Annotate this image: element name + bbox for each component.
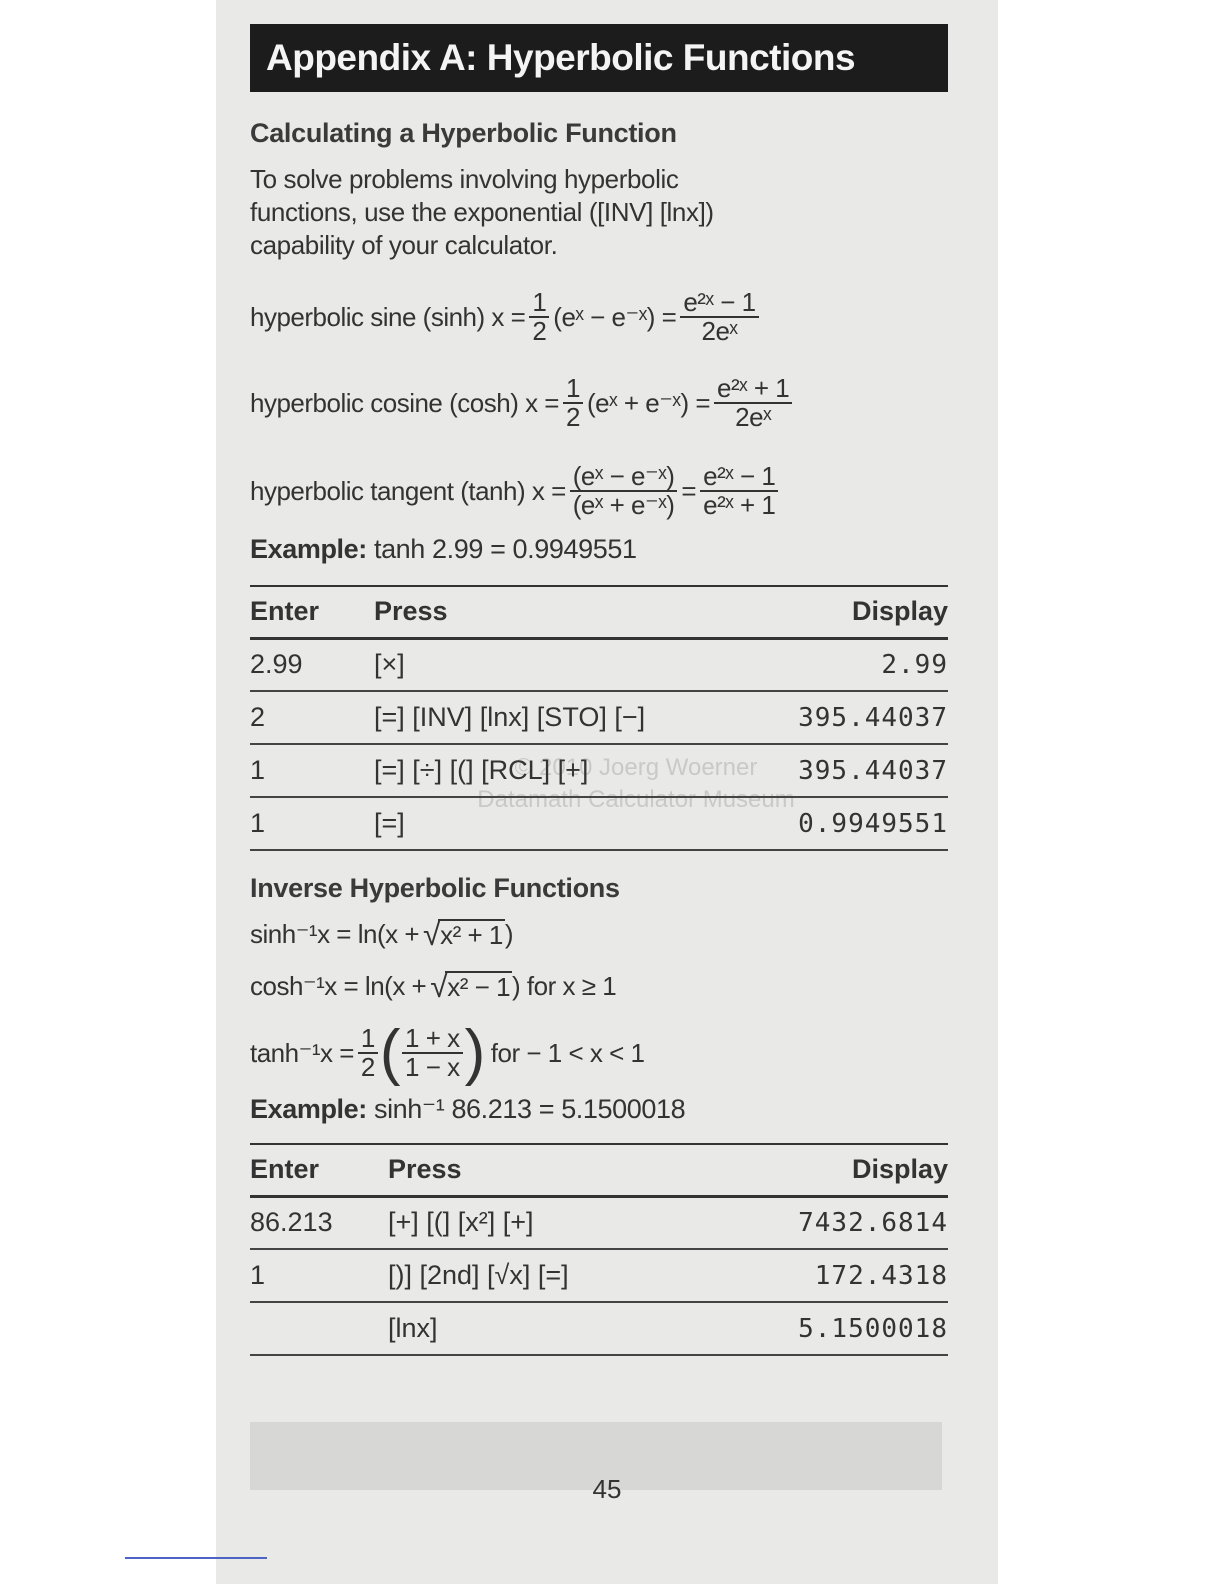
cell-display: 395.44037 <box>744 691 948 744</box>
cell-press: [+] [(] [x²] [+] <box>388 1196 694 1249</box>
example-text: tanh 2.99 = 0.9949551 <box>373 534 637 564</box>
cell-press: [=] <box>374 797 744 850</box>
fraction-denominator: 2 <box>360 1052 375 1082</box>
cell-display: 395.44037 <box>744 744 948 797</box>
formula-tanh <box>250 454 948 528</box>
formula-asinh-right: ) <box>504 918 513 949</box>
fraction-numerator: e²ˣ + 1 <box>714 375 792 404</box>
table-header-row <box>250 586 948 638</box>
edge-line <box>125 1557 267 1559</box>
section-heading-inverse: Inverse Hyperbolic Functions <box>250 873 620 903</box>
fraction-one-half <box>358 1022 378 1082</box>
radical-sign: √ <box>423 915 441 952</box>
fraction-one-half <box>563 372 583 432</box>
cell-press: [lnx] <box>388 1302 694 1355</box>
cell-press: [×] <box>374 638 744 691</box>
page-content <box>250 24 948 1356</box>
fraction-numerator: e²ˣ − 1 <box>680 289 758 318</box>
cell-enter: 86.213 <box>250 1196 388 1249</box>
cell-display: 2.99 <box>744 638 948 691</box>
table-row <box>250 797 948 850</box>
keystroke-table-tanh <box>250 585 948 851</box>
formula-acosh <box>250 964 948 1008</box>
table-row <box>250 638 948 691</box>
square-root <box>430 968 512 1005</box>
manual-page <box>216 0 998 1584</box>
cell-enter <box>250 1302 388 1355</box>
cell-press: [=] [INV] [lnx] [STO] [−] <box>374 691 744 744</box>
formula-cosh <box>250 368 948 438</box>
table-row <box>250 744 948 797</box>
formula-cosh-middle: (eˣ + e⁻ˣ) = <box>586 387 711 418</box>
cell-enter: 1 <box>250 744 374 797</box>
header-enter: Enter <box>250 1144 388 1196</box>
square-root <box>423 916 505 953</box>
cell-display: 7432.6814 <box>694 1196 948 1249</box>
fraction-denominator: 2 <box>532 316 547 346</box>
fraction-tanh-right <box>700 460 778 520</box>
example-tanh <box>250 534 948 565</box>
fraction-denominator: e²ˣ + 1 <box>703 490 776 520</box>
cell-press: [=] [÷] [(] [RCL] [+] <box>374 744 744 797</box>
example-text: sinh⁻¹ 86.213 = 5.1500018 <box>373 1094 686 1124</box>
intro-line-2: functions, use the exponential ([INV] [lnx]) <box>250 197 714 227</box>
formula-atanh-right: for − 1 < x < 1 <box>490 1037 645 1068</box>
fraction-numerator: 1 <box>563 375 583 404</box>
fraction-denominator: (eˣ + e⁻ˣ) <box>572 490 675 520</box>
close-paren: ) <box>464 1018 485 1087</box>
fraction-sinh-result <box>680 286 758 346</box>
example-label: Example: <box>250 534 367 564</box>
page-number: 45 <box>592 1474 622 1504</box>
example-asinh <box>250 1094 948 1125</box>
formula-tanh-equals: = <box>681 475 697 506</box>
fraction-numerator: 1 <box>358 1025 378 1054</box>
intro-line-1: To solve problems involving hyperbolic <box>250 164 679 194</box>
table-row <box>250 1302 948 1355</box>
cell-display: 172.4318 <box>694 1249 948 1302</box>
fraction-numerator: 1 + x <box>402 1025 463 1054</box>
table-row <box>250 691 948 744</box>
example-label: Example: <box>250 1094 367 1124</box>
formula-tanh-label: hyperbolic tangent (tanh) x = <box>250 475 566 506</box>
appendix-title: Appendix A: Hyperbolic Functions <box>250 24 948 92</box>
formula-cosh-label: hyperbolic cosine (cosh) x = <box>250 387 559 418</box>
radical-sign: √ <box>430 967 448 1004</box>
cell-enter: 2.99 <box>250 638 374 691</box>
formula-atanh <box>250 1016 948 1090</box>
fraction-denominator: 2eˣ <box>701 316 738 346</box>
table-row <box>250 1196 948 1249</box>
cell-enter: 2 <box>250 691 374 744</box>
header-press: Press <box>388 1144 694 1196</box>
radicand: x² + 1 <box>440 919 503 950</box>
cell-display: 5.1500018 <box>694 1302 948 1355</box>
formula-atanh-left: tanh⁻¹x = <box>250 1037 354 1068</box>
formula-sinh <box>250 282 948 352</box>
table-row <box>250 1249 948 1302</box>
formula-asinh-left: sinh⁻¹x = ln(x + <box>250 918 420 949</box>
fraction-numerator: e²ˣ − 1 <box>700 463 778 492</box>
intro-paragraph <box>250 163 948 262</box>
header-display: Display <box>744 586 948 638</box>
formula-sinh-middle: (eˣ − e⁻ˣ) = <box>553 301 677 332</box>
fraction-numerator: (eˣ − e⁻ˣ) <box>570 463 678 492</box>
fraction-numerator: 1 <box>529 289 549 318</box>
fraction-cosh-result <box>714 372 792 432</box>
fraction-atanh-inner <box>402 1022 463 1082</box>
header-press: Press <box>374 586 744 638</box>
watermark-line-2: Datamath Calculator Museum <box>477 786 795 813</box>
table-header-row <box>250 1144 948 1196</box>
section-heading-calculating: Calculating a Hyperbolic Function <box>250 118 677 148</box>
watermark-line-1: © 2010 Joerg Woerner <box>514 754 758 781</box>
cell-enter: 1 <box>250 1249 388 1302</box>
fraction-denominator: 1 − x <box>405 1052 460 1082</box>
formula-acosh-left: cosh⁻¹x = ln(x + <box>250 970 427 1001</box>
fraction-tanh-left <box>570 460 678 520</box>
keystroke-table-asinh <box>250 1143 948 1356</box>
open-paren: ( <box>379 1018 401 1087</box>
radicand: x² − 1 <box>447 971 511 1002</box>
fraction-one-half <box>529 286 549 346</box>
formula-sinh-label: hyperbolic sine (sinh) x = <box>250 301 526 332</box>
formula-asinh <box>250 912 948 956</box>
formula-acosh-right: ) for x ≥ 1 <box>512 970 617 1001</box>
header-enter: Enter <box>250 586 374 638</box>
cell-display: 0.9949551 <box>744 797 948 850</box>
header-display: Display <box>694 1144 948 1196</box>
fraction-denominator: 2 <box>565 402 580 432</box>
intro-line-3: capability of your calculator. <box>250 230 558 260</box>
fraction-denominator: 2eˣ <box>735 402 772 432</box>
cell-enter: 1 <box>250 797 374 850</box>
cell-press: [)] [2nd] [√x] [=] <box>388 1249 694 1302</box>
